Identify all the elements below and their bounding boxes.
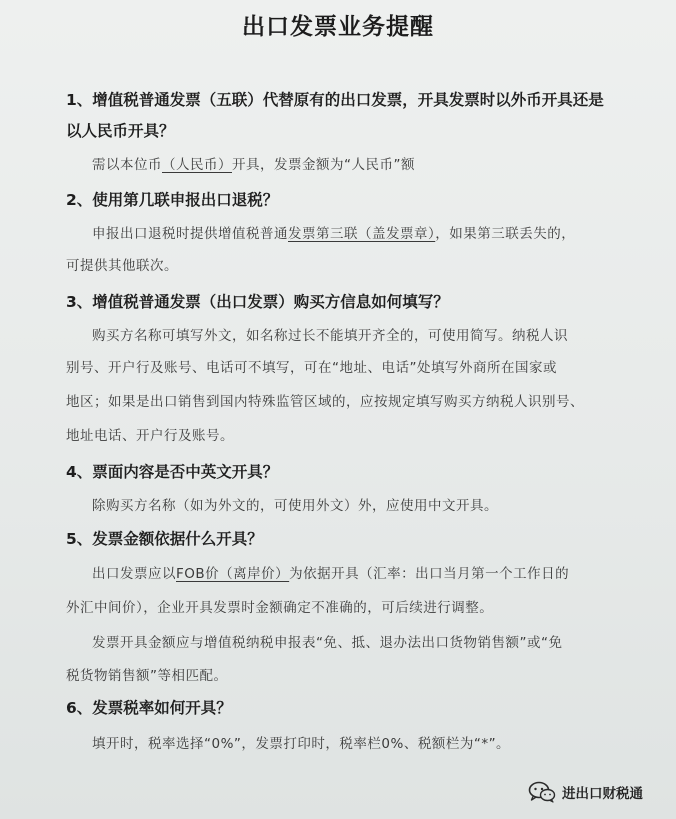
answer-5-underlined: FOB价（离岸价） [176, 566, 290, 582]
answer-2-line-2: 可提供其他联次。 [66, 258, 178, 274]
question-1-line-1: 1、增值税普通发票（五联）代替原有的出口发票，开具发票时以外币开具还是 [66, 91, 604, 109]
answer-2-post: ，如果第三联丢失的， [435, 226, 576, 242]
answer-2-line-1 [92, 222, 575, 242]
answer-3-line-2: 别号、开户行及账号、电话可不填写，可在“地址、电话”处填写外商所在国家或 [66, 360, 557, 376]
wechat-icon [528, 781, 556, 803]
answer-4: 除购买方名称（如为外文的，可使用外文）外，应使用中文开具。 [92, 498, 498, 514]
answer-1 [92, 153, 415, 173]
question-4: 4、票面内容是否中英文开具？ [66, 463, 279, 481]
answer-3-line-4: 地址电话、开户行及账号。 [66, 428, 234, 444]
answer-5b-line-1: 发票开具金额应与增值税纳税申报表“免、抵、退办法出口货物销售额”或“免 [92, 635, 563, 651]
answer-5b-line-2: 税货物销售额”等相匹配。 [66, 668, 228, 684]
answer-1-pre: 需以本位币 [92, 157, 162, 173]
question-6: 6、发票税率如何开具？ [66, 699, 232, 717]
answer-2-underlined: 发票第三联（盖发票章） [288, 226, 436, 242]
answer-1-post: 开具，发票金额为“人民币”额 [232, 157, 415, 173]
wechat-watermark [528, 781, 643, 803]
question-1-line-2: 以人民币开具？ [66, 122, 175, 140]
question-3: 3、增值税普通发票（出口发票）购买方信息如何填写？ [66, 293, 449, 311]
answer-1-underlined: （人民币） [162, 157, 232, 173]
answer-6: 填开时，税率选择“0%”，发票打印时，税率栏0%、税额栏为“*”。 [92, 736, 511, 752]
answer-5-post: 为依据开具（汇率：出口当月第一个工作日的 [289, 566, 570, 582]
question-5: 5、发票金额依据什么开具？ [66, 530, 263, 548]
document-title: 出口发票业务提醒 [242, 14, 434, 40]
answer-5-line-2: 外汇中间价），企业开具发票时金额确定不准确的，可后续进行调整。 [66, 600, 494, 616]
answer-5-line-1 [92, 562, 569, 582]
answer-3-line-1: 购买方名称可填写外文，如名称过长不能填开齐全的，可使用简写。纳税人识 [92, 328, 568, 344]
answer-5-pre: 出口发票应以 [92, 566, 176, 582]
wechat-account-name: 进出口财税通 [562, 786, 643, 802]
answer-3-line-3: 地区；如果是出口销售到国内特殊监管区域的，应按规定填写购买方纳税人识别号、 [66, 394, 584, 410]
answer-2-pre: 申报出口退税时提供增值税普通 [92, 226, 288, 242]
question-2: 2、使用第几联申报出口退税？ [66, 191, 279, 209]
